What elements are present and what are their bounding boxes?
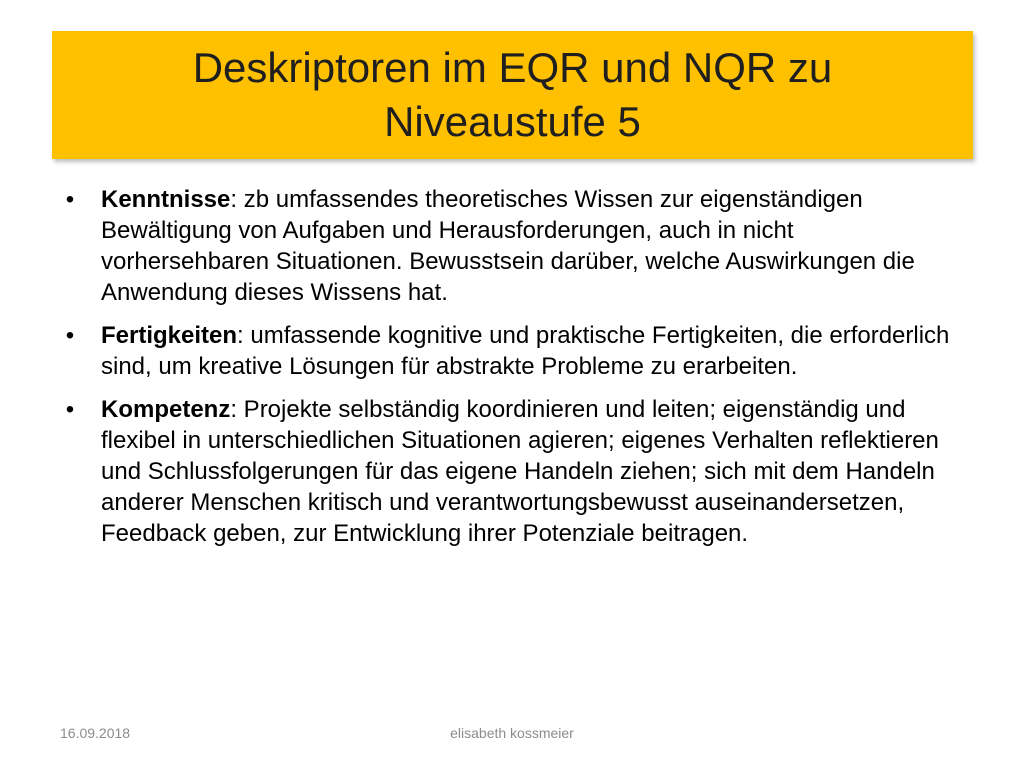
bullet-icon: • [65, 186, 75, 213]
bullet-term: Kompetenz [101, 396, 231, 423]
bullet-icon: • [65, 322, 75, 349]
slide-title: Deskriptoren im EQR und NQR zu Niveaustufe 5 [192, 44, 833, 145]
list-item-fertigkeiten [60, 320, 960, 382]
footer-author: elisabeth kossmeier [450, 725, 574, 741]
footer-date: 16.09.2018 [60, 725, 131, 741]
title-banner [52, 31, 973, 159]
list-item-kenntnisse [60, 184, 960, 308]
bullet-text: : Projekte selbständig koordinieren und leiten; eigenständig und flexibel in unterschiedlichen Situationen agieren; eigenes Verhalten reflektieren und Schlussfolgerungen für das eigene Handeln ziehen; sich mit dem Handeln anderer Menschen kritisch und verantwortungsbewusst auseinandersetzen, Feedback geben, zur Entwicklung ihrer Potenziale beitragen. [101, 396, 939, 547]
bullet-text: : zb umfassendes theoretisches Wissen zur eigenständigen Bewältigung von Aufgaben und Herausforderungen, auch in nicht vorhersehbaren Situationen. Bewusstsein darüber, welche Auswirkungen die Anwendung dieses Wissens hat. [101, 186, 915, 306]
bullet-text: : umfassende kognitive und praktische Fertigkeiten, die erforderlich sind, um kreative Lösungen für abstrakte Probleme zu erarbeiten. [101, 322, 950, 380]
bullet-list [60, 184, 960, 561]
list-item-kompetenz [60, 394, 960, 549]
bullet-icon: • [65, 396, 75, 423]
bullet-term: Fertigkeiten [101, 322, 238, 349]
bullet-term: Kenntnisse [101, 186, 231, 213]
